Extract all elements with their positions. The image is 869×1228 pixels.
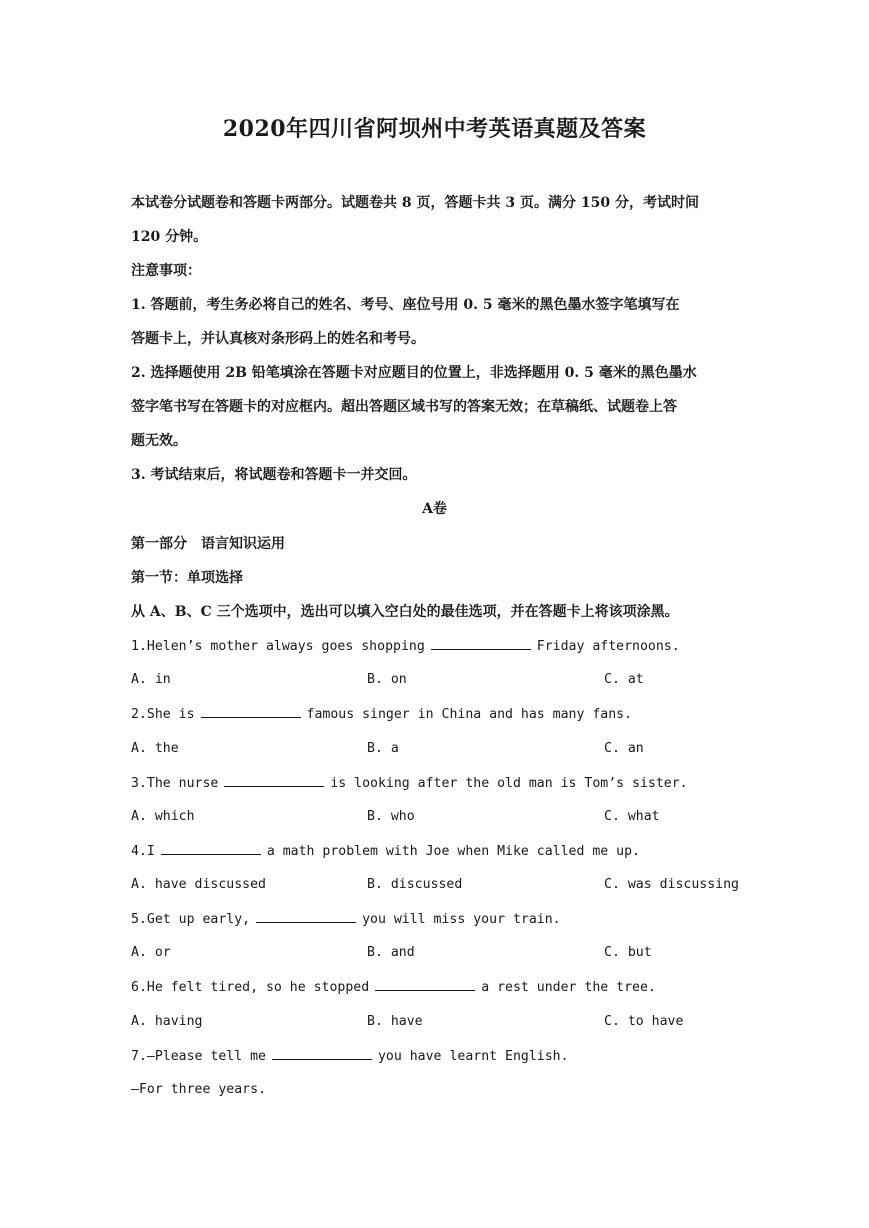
question-3 xyxy=(131,774,688,793)
answer-blank xyxy=(375,978,475,991)
question-6-after: a rest under the tree. xyxy=(481,980,656,995)
question-3-before: 3.The nurse xyxy=(131,776,219,791)
question-7-after: you have learnt English. xyxy=(377,1049,569,1064)
notice-item-1-line-2: 答题卡上，并认真核对条形码上的姓名和考号。 xyxy=(131,331,425,347)
answer-blank xyxy=(256,910,356,923)
question-5-option-c: C. but xyxy=(604,945,652,960)
question-6-option-c: C. to have xyxy=(604,1014,684,1029)
question-3-option-b: B. who xyxy=(367,809,415,824)
notice-item-2-line-1: 2. 选择题使用 2B 铅笔填涂在答题卡对应题目的位置上，非选择题用 0. 5 毫米的黑色墨水 xyxy=(131,365,697,381)
question-2-option-b: B. a xyxy=(367,741,399,756)
question-6 xyxy=(131,978,656,997)
question-1-option-a: A. in xyxy=(131,672,171,687)
notice-item-2-line-3: 题无效。 xyxy=(131,433,187,449)
question-2-before: 2.She is xyxy=(131,707,195,722)
question-4-before: 4.I xyxy=(131,844,155,859)
question-3-option-c: C. what xyxy=(604,809,660,824)
question-5-after: you will miss your train. xyxy=(362,912,561,927)
answer-blank xyxy=(201,705,301,718)
question-5-before: 5.Get up early, xyxy=(131,912,251,927)
question-4-after: a math problem with Joe when Mike called me up. xyxy=(266,844,640,859)
question-3-option-a: A. which xyxy=(131,809,195,824)
question-7 xyxy=(131,1047,569,1066)
notice-item-1-line-1: 1. 答题前，考生务必将自己的姓名、考号、座位号用 0. 5 毫米的黑色墨水签字笔填写在 xyxy=(131,297,680,313)
question-5 xyxy=(131,910,561,929)
question-7-before: 7.—Please tell me xyxy=(131,1049,266,1064)
volume-heading: A卷 xyxy=(422,501,447,517)
question-6-option-a: A. having xyxy=(131,1014,203,1029)
question-1-after: Friday afternoons. xyxy=(536,639,680,654)
answer-blank xyxy=(272,1047,372,1060)
question-2 xyxy=(131,705,632,724)
notice-item-2-line-2: 签字笔书写在答题卡的对应框内。超出答题区域书写的答案无效；在草稿纸、试题卷上答 xyxy=(131,399,677,415)
question-4 xyxy=(131,842,640,861)
notice-item-3: 3. 考试结束后，将试题卷和答题卡一并交回。 xyxy=(131,467,417,483)
question-5-option-a: A. or xyxy=(131,945,171,960)
question-6-option-b: B. have xyxy=(367,1014,423,1029)
question-4-option-a: A. have discussed xyxy=(131,877,266,892)
answer-blank xyxy=(161,842,261,855)
intro-line-2: 120 分钟。 xyxy=(131,229,208,245)
question-6-before: 6.He felt tired, so he stopped xyxy=(131,980,370,995)
answer-blank xyxy=(431,637,531,650)
question-2-option-c: C. an xyxy=(604,741,644,756)
question-1-option-c: C. at xyxy=(604,672,644,687)
question-1-option-b: B. on xyxy=(367,672,407,687)
part-heading: 第一部分 语言知识运用 xyxy=(131,536,285,552)
answer-blank xyxy=(224,774,324,787)
question-1-before: 1.Helen’s mother always goes shopping xyxy=(131,639,425,654)
question-2-option-a: A. the xyxy=(131,741,179,756)
question-4-option-c: C. was discussing xyxy=(604,877,739,892)
question-2-after: famous singer in China and has many fans. xyxy=(306,707,633,722)
question-7-reply: —For three years. xyxy=(131,1082,266,1097)
page-title: 2020年四川省阿坝州中考英语真题及答案 xyxy=(222,116,647,142)
instruction-text: 从 A、B、C 三个选项中，选出可以填入空白处的最佳选项，并在答题卡上将该项涂黑。 xyxy=(131,604,679,620)
notice-heading: 注意事项： xyxy=(131,263,201,279)
question-3-after: is looking after the old man is Tom’s sister. xyxy=(330,776,688,791)
intro-line-1: 本试卷分试题卷和答题卡两部分。试题卷共 8 页，答题卡共 3 页。满分 150 分，考试时间 xyxy=(131,195,699,211)
question-4-option-b: B. discussed xyxy=(367,877,463,892)
question-5-option-b: B. and xyxy=(367,945,415,960)
question-1 xyxy=(131,637,680,656)
subsection-heading: 第一节：单项选择 xyxy=(131,570,243,586)
